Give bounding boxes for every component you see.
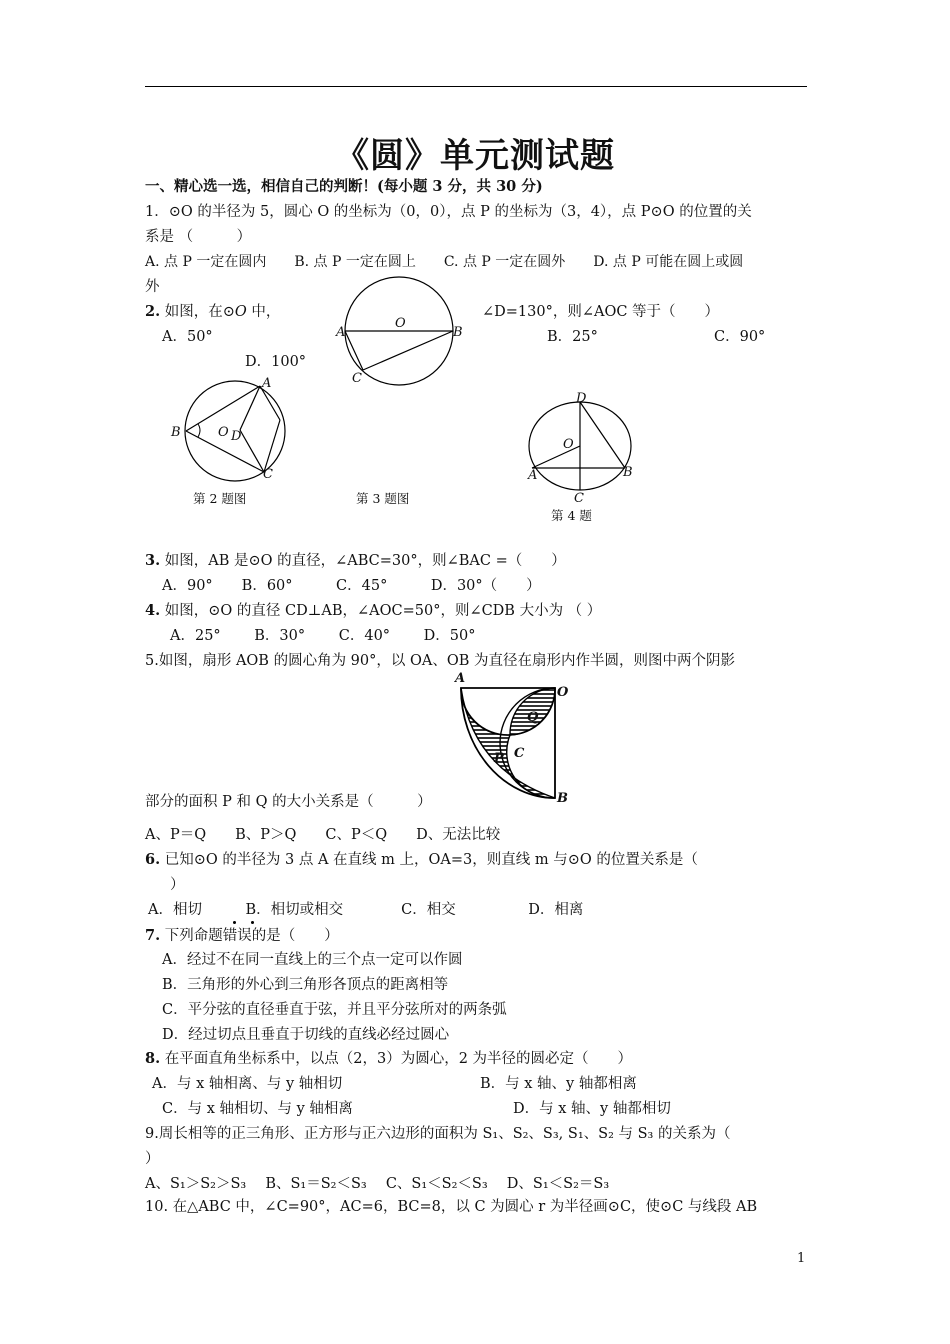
fig3-label-b: B: [453, 325, 463, 340]
fig3-chord-ac: [345, 331, 363, 370]
q9-options: A、S₁＞S₂＞S₃ B、S₁＝S₂＜S₃ C、S₁＜S₂＜S₃ D、S₁＜S₂＝S₃: [145, 1176, 610, 1192]
q4-number: 4.: [145, 602, 161, 619]
fig3-caption: 第 3 题图: [356, 491, 410, 506]
q7-option-d: D．经过切点且垂直于切线的直线必经过圆心: [162, 1027, 450, 1043]
q8-option-b: B．与 x 轴、y 轴都相离: [480, 1076, 637, 1092]
fig3-label-a: A: [336, 325, 346, 340]
q6-text: 已知⊙O 的半径为 3 点 A 在直线 m 上，OA=3，则直线 m 与⊙O 的位置关系是（: [164, 852, 698, 868]
q8-option-a: A．与 x 轴相离、与 y 轴相切: [152, 1076, 343, 1092]
q2-question: [145, 303, 280, 321]
fig5-label-c: C: [514, 746, 525, 761]
q5-text-line1: 5.如图，扇形 AOB 的圆心角为 90°，以 OA、OB 为直径在扇形内作半圆，则图中两个阴影: [145, 653, 735, 669]
q8-question: [145, 1050, 632, 1068]
q2-circle-name: O: [234, 304, 247, 320]
emphasis-dot: [251, 921, 254, 924]
fig2-label-d: D: [231, 429, 242, 444]
q9-text-line2: ）: [145, 1151, 160, 1167]
header-rule: [145, 86, 807, 87]
q2-text-mid: 中，: [246, 304, 281, 320]
emphasis-dot: [233, 921, 236, 924]
q2-option-b: B．25°: [547, 329, 598, 345]
q6-question: [145, 851, 698, 869]
fig4-label-a: A: [528, 468, 538, 483]
fig5-label-p: P: [494, 751, 504, 766]
fig4-caption: 第 4 题: [551, 508, 592, 523]
q4-question: [145, 602, 601, 620]
q3-options: A．90° B．60° C．45° D．30°（ ）: [162, 578, 541, 594]
q6-number: 6.: [145, 851, 161, 868]
q10-text-line1: 10. 在△ABC 中，∠C=90°，AC=6，BC=8，以 C 为圆心 r 为半径画⊙C，使⊙C 与线段 AB: [145, 1199, 758, 1215]
q2-option-d: D．100°: [245, 354, 307, 370]
q7-text: 下列命题错误的是（ ）: [164, 928, 339, 944]
figure-q4: [525, 400, 640, 500]
q1-text-line1: 1．⊙O 的半径为 5，圆心 O 的坐标为（0，0），点 P 的坐标为（3，4），点 P⊙O 的位置的关: [145, 204, 752, 220]
q5-text-line2: 部分的面积 P 和 Q 的大小关系是（ ）: [145, 794, 432, 810]
fig3-chord-cb: [363, 331, 453, 370]
q7-question: [145, 927, 339, 945]
fig3-label-o: O: [395, 316, 406, 331]
figure-q3: [330, 280, 470, 390]
q2-option-c: C．90°: [714, 329, 766, 345]
q1-text-line2: 系是 （ ）: [145, 229, 252, 245]
fig4-label-d: D: [576, 391, 587, 406]
q2-text-right: ∠D=130°，则∠AOC 等于（ ）: [482, 304, 720, 320]
fig4-label-b: B: [623, 465, 633, 480]
fig2-label-c: C: [263, 467, 273, 482]
q7-option-a: A．经过不在同一直线上的三个点一定可以作圆: [162, 952, 463, 968]
q8-text: 在平面直角坐标系中，以点（2，3）为圆心，2 为半径的圆必定（ ）: [164, 1051, 633, 1067]
q4-options: A．25° B．30° C．40° D．50°: [170, 628, 476, 644]
fig2-label-o: O: [218, 425, 229, 440]
fig4-line-db: [580, 402, 625, 468]
page-number: 1: [797, 1251, 806, 1266]
q5-options: A、P＝Q B、P＞Q C、P＜Q D、无法比较: [145, 827, 501, 843]
q9-text-line1: 9.周长相等的正三角形、正方形与正六边形的面积为 S₁、S₂、S₃, S₁、S₂ 与 S₃ 的关系为（: [145, 1126, 731, 1142]
fig2-label-b: B: [171, 425, 181, 440]
q3-text: 如图，AB 是⊙O 的直径，∠ABC=30°，则∠BAC =（ ）: [164, 553, 566, 569]
q7-number: 7.: [145, 927, 161, 944]
fig5-label-a: A: [455, 671, 466, 686]
q2-option-a: A．50°: [162, 329, 213, 345]
fig3-label-c: C: [352, 371, 362, 386]
q8-option-d: D．与 x 轴、y 轴都相切: [513, 1101, 671, 1117]
q6-options: A．相切 B．相切或相交 C．相交 D．相离: [148, 902, 584, 918]
fig4-label-c: C: [574, 491, 584, 506]
q3-number: 3.: [145, 552, 161, 569]
fig5-label-b: B: [557, 791, 568, 806]
fig2-caption: 第 2 题图: [193, 491, 247, 506]
fig4-label-o: O: [563, 437, 574, 452]
q2-number: 2.: [145, 303, 161, 320]
q7-option-b: B．三角形的外心到三角形各顶点的距离相等: [162, 977, 449, 993]
fig2-label-a: A: [262, 376, 272, 391]
q4-text: 如图，⊙O 的直径 CD⊥AB，∠AOC=50°，则∠CDB 大小为 （ ）: [164, 603, 602, 619]
fig2-angle-mark: [198, 424, 200, 437]
q7-option-c: C．平分弦的直径垂直于弦，并且平分弦所对的两条弧: [162, 1002, 507, 1018]
section-heading: 一、精心选一选，相信自己的判断！(每小题 3 分，共 30 分): [145, 178, 543, 195]
q3-question: [145, 552, 566, 570]
q8-number: 8.: [145, 1050, 161, 1067]
fig5-label-q: Q: [527, 710, 539, 725]
page-title: 《圆》单元测试题: [335, 136, 615, 176]
q1-options: A. 点 P 一定在圆内 B. 点 P 一定在圆上 C. 点 P 一定在圆外 D. 点 P 可能在圆上或圆: [145, 254, 744, 270]
q2-text-left: 如图，在⊙: [164, 304, 235, 320]
q1-options-wrap: 外: [145, 279, 160, 295]
q6-text-line2: ）: [170, 877, 185, 893]
fig5-label-o: O: [557, 685, 569, 700]
q8-option-c: C．与 x 轴相切、与 y 轴相离: [162, 1101, 353, 1117]
